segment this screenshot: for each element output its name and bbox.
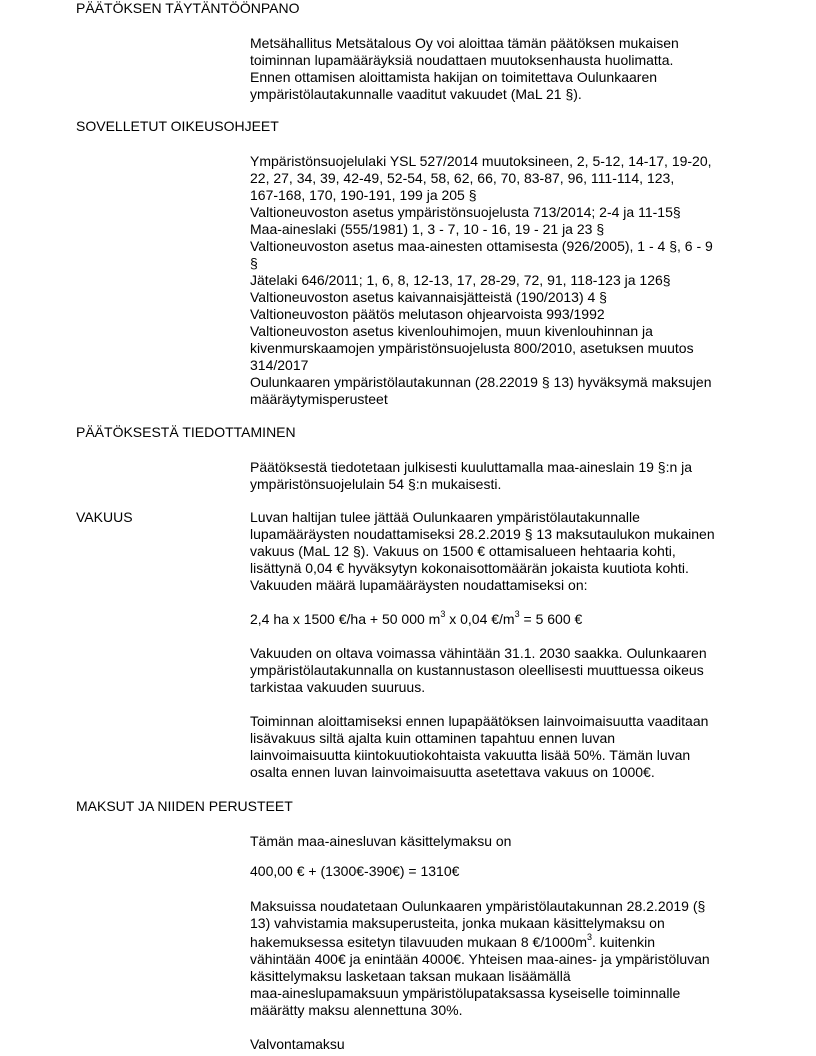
text-line (250, 934, 742, 951)
vakuus-paragraph-1 (250, 509, 742, 594)
vakuus-paragraph-3 (250, 713, 742, 781)
text-part: . kuitenkin (592, 934, 656, 950)
section-heading-tiedottaminen: PÄÄTÖKSESTÄ TIEDOTTAMINEN (76, 424, 296, 440)
text-line: Ympäristönsuojelulaki YSL 527/2014 muutoksineen, 2, 5-12, 14-17, 19-20, (250, 153, 712, 169)
section-heading-maksut: MAKSUT JA NIIDEN PERUSTEET (76, 798, 293, 814)
text-line: lisättynä 0,04 € hyväksytyn kokonaisottomäärän jokaista kuutiota kohti. (250, 560, 689, 576)
maksut-paragraph (250, 898, 742, 1019)
text-line: lisävakuus siltä ajalta kuin ottaminen tapahtuu ennen luvan (250, 730, 616, 746)
section-heading-taytantoonpano: PÄÄTÖKSEN TÄYTÄNTÖÖNPANO (76, 0, 300, 16)
vakuus-formula (250, 611, 742, 628)
text-line: lainvoimaisuutta kiintokuutiokohtaista vakuutta lisää 50%. Tämän luvan (250, 747, 691, 763)
text-line: Oulunkaaren ympäristölautakunnan (28.22019 § 13) hyväksymä maksujen (250, 374, 712, 390)
taytantoonpano-text (250, 35, 742, 103)
text-line: Luvan haltijan tulee jättää Oulunkaaren ympäristölautakunnalle (250, 509, 640, 525)
formula-part: = 5 600 € (519, 611, 583, 627)
text-line: määräytymisperusteet (250, 391, 388, 407)
text-line: Vakuuden on oltava voimassa vähintään 31.1. 2030 saakka. Oulunkaaren (250, 645, 707, 661)
text-line: osalta ennen luvan lainvoimaisuutta asetettava vakuus on 1000€. (250, 764, 655, 780)
text-line: 167-168, 170, 190-191, 199 ja 205 § (250, 187, 477, 203)
text-line: Valtioneuvoston asetus kaivannaisjätteistä (190/2013) 4 § (250, 289, 607, 305)
text-line: Valtioneuvoston asetus kivenlouhimojen, muun kivenlouhinnan ja (250, 323, 653, 339)
maksut-valvonta (250, 1036, 742, 1053)
text-line: Ennen ottamisen aloittamista hakijan on toimitettava Oulunkaaren (250, 69, 658, 85)
text-line: Metsähallitus Metsätalous Oy voi aloittaa tämän päätöksen mukaisen (250, 35, 679, 51)
text-line: Valtioneuvoston päätös melutason ohjearvoista 993/1992 (250, 306, 605, 322)
text-line: § (250, 255, 258, 271)
text-line: 400,00 € + (1300€-390€) = 1310€ (250, 863, 460, 879)
formula-part: 2,4 ha x 1500 €/ha + 50 000 m (250, 611, 441, 627)
text-line: Jätelaki 646/2011; 1, 6, 8, 12-13, 17, 28-29, 72, 91, 118-123 ja 126§ (250, 272, 671, 288)
text-line: vakuus (MaL 12 §). Vakuus on 1500 € ottamisalueen hehtaaria kohti, (250, 543, 676, 559)
text-line: lupamääräysten noudattamiseksi 28.2.2019 § 13 maksutaulukon mukainen (250, 526, 715, 542)
text-line: Valvontamaksu (250, 1036, 345, 1052)
text-line: toiminnan lupamääräyksiä noudattaen muutoksenhausta huolimatta. (250, 52, 674, 68)
section-heading-vakuus: VAKUUS (76, 509, 133, 525)
text-line: kivenmurskaamojen ympäristönsuojelusta 800/2010, asetuksen muutos (250, 340, 694, 356)
superscript: 3 (440, 609, 446, 620)
text-line: maa-aineslupamaksuun ympäristölupataksassa kyseiselle toiminnalle (250, 985, 681, 1001)
text-line: Maksuissa noudatetaan Oulunkaaren ympäristölautakunnan 28.2.2019 (§ (250, 898, 706, 914)
text-line: 13) vahvistamia maksuperusteita, jonka mukaan käsittelymaksu on (250, 915, 665, 931)
text-line: 22, 27, 34, 39, 42-49, 52-54, 58, 62, 66, 70, 83-87, 96, 111-114, 123, (250, 170, 675, 186)
text-line: Vakuuden määrä lupamääräysten noudattamiseksi on: (250, 577, 588, 593)
text-line: ympäristölautakunnalla on kustannustason oleellisesti muuttuessa oikeus (250, 662, 704, 678)
text-line: Tämän maa-ainesluvan käsittelymaksu on (250, 833, 512, 849)
text-line: Toiminnan aloittamiseksi ennen lupapäätöksen lainvoimaisuutta vaaditaan (250, 713, 709, 729)
text-line: tarkistaa vakuuden suuruus. (250, 679, 426, 695)
oikeusohjeet-text (250, 153, 742, 408)
text-line: Päätöksestä tiedotetaan julkisesti kuuluttamalla maa-aineslain 19 §:n ja (250, 459, 693, 475)
text-line: ympäristönsuojelulain 54 §:n mukaisesti. (250, 476, 502, 492)
text-line: käsittelymaksu lasketaan taksan mukaan lisäämällä (250, 968, 571, 984)
superscript: 3 (586, 932, 592, 943)
text-line: määrätty maksu alennettuna 30%. (250, 1002, 463, 1018)
text-line: ympäristölautakunnalle vaaditut vakuudet (MaL 21 §). (250, 86, 582, 102)
section-heading-oikeusohjeet: SOVELLETUT OIKEUSOHJEET (76, 118, 279, 134)
formula-part: x 0,04 €/m (445, 611, 515, 627)
text-part: hakemuksessa esitetyn tilavuuden mukaan 8 €/1000m (250, 934, 587, 950)
superscript: 3 (514, 609, 520, 620)
vakuus-paragraph-2 (250, 645, 742, 696)
maksut-intro (250, 833, 742, 850)
text-line: Valtioneuvoston asetus maa-ainesten ottamisesta (926/2005), 1 - 4 §, 6 - 9 (250, 238, 713, 254)
maksut-calculation (250, 863, 742, 880)
text-line: Maa-aineslaki (555/1981) 1, 3 - 7, 10 - 16, 19 - 21 ja 23 § (250, 221, 605, 237)
tiedottaminen-text (250, 459, 742, 493)
text-line: vähintään 400€ ja enintään 4000€. Yhteisen maa-aines- ja ympäristöluvan (250, 951, 710, 967)
text-line: Valtioneuvoston asetus ympäristönsuojelusta 713/2014; 2-4 ja 11-15§ (250, 204, 681, 220)
formula-line (250, 611, 742, 628)
text-line: 314/2017 (250, 357, 309, 373)
